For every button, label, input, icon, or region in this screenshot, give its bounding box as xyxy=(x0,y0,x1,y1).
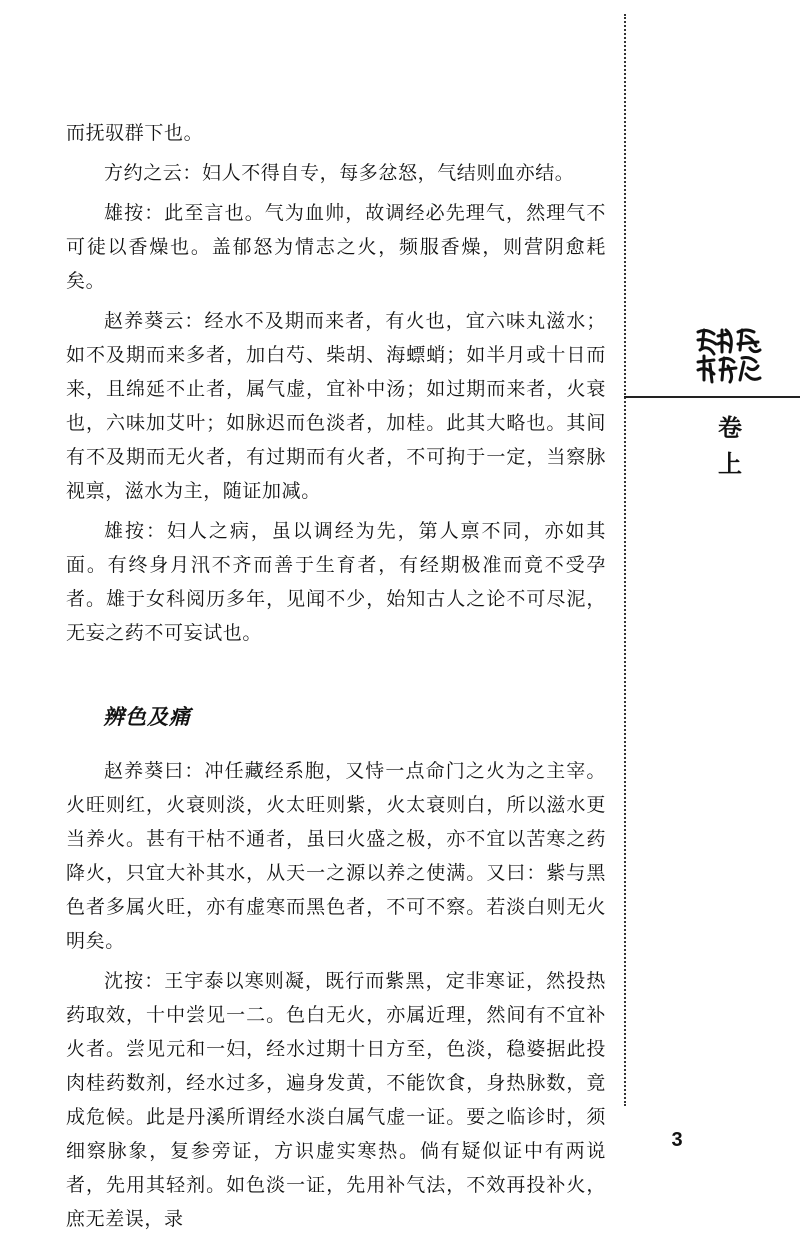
paragraph: 而抚驭群下也。 xyxy=(66,122,204,144)
seal-stamp-icon xyxy=(694,326,764,384)
paragraph: 雄按：妇人之病，虽以调经为先，第人禀不同，亦如其面。有终身月汛不齐而善于生育者，有经期极准而竟不受孕者。雄于女科阅历多年，见闻不少，始知古人之论不可尽泥，无妄之药不可妄试也。 xyxy=(66,520,606,644)
paragraph: 赵养葵曰：冲任藏经系胞，又恃一点命门之火为之主宰。火旺则红，火衰则淡，火太旺则紫，火太衰则白，所以滋水更当养火。甚有干枯不通者，虽曰火盛之极，亦不宜以苦寒之药降火，只宜大补其水，从天一之源以养之使满。又曰：紫与黑色者多属火旺，亦有虚寒而黑色者，不可不察。若淡白则无火明矣。 xyxy=(66,760,606,952)
page-number: 3 xyxy=(671,1129,683,1151)
volume-label: 卷上 xyxy=(718,414,746,478)
margin-section-divider xyxy=(624,396,800,398)
paragraph: 方约之云：妇人不得自专，每多忿怒，气结则血亦结。 xyxy=(104,162,575,184)
section-heading: 辨色及痛 xyxy=(103,705,191,729)
page-body xyxy=(66,116,606,1236)
paragraph: 沈按：王宇泰以寒则凝，既行而紫黑，定非寒证，然投热药取效，十中尝见一二。色白无火，亦属近理，然间有不宜补火者。尝见元和一妇，经水过期十日方至，色淡，稳婆据此投肉桂药数剂，经水过多，遍身发黄，不能饮食，身热脉数，竟成危候。此是丹溪所谓经水淡白属气虚一证。要之临诊时，须细察脉象，复参旁证，方识虚实寒热。倘有疑似证中有两说者，先用其轻剂。如色淡一证，先用补气法，不效再投补火，庶无差误，录 xyxy=(66,970,606,1230)
paragraph: 赵养葵云：经水不及期而来者，有火也，宜六味丸滋水；如不及期而来多者，加白芍、柴胡、海螵蛸；如半月或十日而来，且绵延不止者，属气虚，宜补中汤；如过期而来者，火衰也，六味加艾叶；如脉迟而色淡者，加桂。此其大略也。其间有不及期而无火者，有过期而有火者，不可拘于一定，当察脉视禀，滋水为主，随证加减。 xyxy=(66,310,606,502)
paragraph: 雄按：此至言也。气为血帅，故调经必先理气，然理气不可徒以香燥也。盖郁怒为情志之火，频服香燥，则营阴愈耗矣。 xyxy=(66,202,606,292)
margin-dotted-rule xyxy=(624,14,626,1106)
